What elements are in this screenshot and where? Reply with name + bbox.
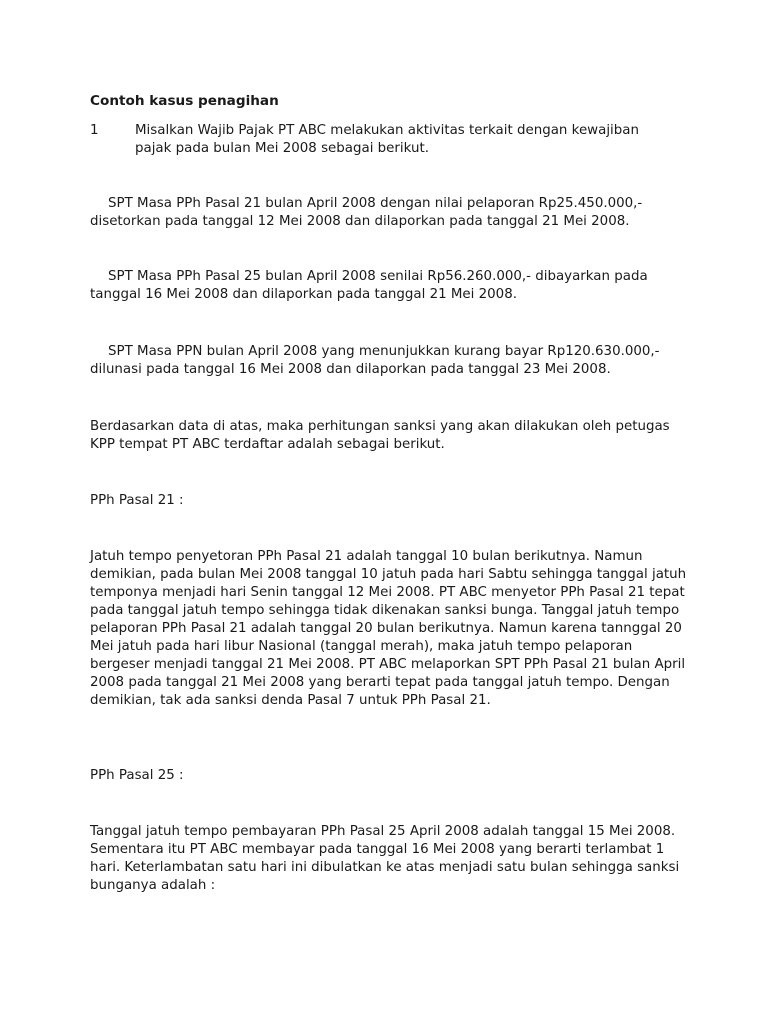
section-heading-pph21: PPh Pasal 21 : (90, 493, 184, 508)
list-item-number: 1 (90, 123, 99, 138)
paragraph-spt-ppn: SPT Masa PPN bulan April 2008 yang menunjukkan kurang bayar Rp120.630.000,- dilunasi pada tanggal 16 Mei 2008 dan dilaporkan pada tanggal 23 Mei 2008. (90, 344, 660, 377)
list-item-text: Misalkan Wajib Pajak PT ABC melakukan aktivitas terkait dengan kewajiban pajak pada bulan Mei 2008 sebagai berikut. (135, 123, 639, 156)
paragraph-berdasarkan: Berdasarkan data di atas, maka perhitungan sanksi yang akan dilakukan oleh petugas KPP tempat PT ABC terdaftar adalah sebagai berikut. (90, 419, 670, 452)
paragraph-spt-pph21: SPT Masa PPh Pasal 21 bulan April 2008 dengan nilai pelaporan Rp25.450.000,- disetorkan pada tanggal 12 Mei 2008 dan dilaporkan pada tanggal 21 Mei 2008. (90, 196, 643, 229)
paragraph-pph25: Tanggal jatuh tempo pembayaran PPh Pasal 25 April 2008 adalah tanggal 15 Mei 2008. Sementara itu PT ABC membayar pada tanggal 16 Mei 2008 yang berarti terlambat 1 hari. Keterlambatan satu hari ini dibulatkan ke atas menjadi satu bulan sehingga sanksi bunganya adalah : (90, 824, 680, 893)
document-title: Contoh kasus penagihan (90, 93, 279, 109)
paragraph-pph21: Jatuh tempo penyetoran PPh Pasal 21 adalah tanggal 10 bulan berikutnya. Namun demikian, pada bulan Mei 2008 tanggal 10 jatuh pada hari Sabtu sehingga tanggal jatuh temponya menjadi hari Senin tanggal 12 Mei 2008. PT ABC menyetor PPh Pasal 21 tepat pada tanggal jatuh tempo sehingga tidak dikenakan sanksi bunga. Tanggal jatuh tempo pelaporan PPh Pasal 21 adalah tanggal 20 bulan berikutnya. Namun karena tannggal 20 Mei jatuh pada hari libur Nasional (tanggal merah), maka jatuh tempo pelaporan bergeser menjadi tanggal 21 Mei 2008. PT ABC melaporkan SPT PPh Pasal 21 bulan April 2008 pada tanggal 21 Mei 2008 yang berarti tepat pada tanggal jatuh tempo. Dengan demikian, tak ada sanksi denda Pasal 7 untuk PPh Pasal 21. (90, 549, 687, 708)
paragraph-spt-pph25: SPT Masa PPh Pasal 25 bulan April 2008 senilai Rp56.260.000,- dibayarkan pada tanggal 16 Mei 2008 dan dilaporkan pada tanggal 21 Mei 2008. (90, 269, 648, 302)
section-heading-pph25: PPh Pasal 25 : (90, 768, 184, 783)
